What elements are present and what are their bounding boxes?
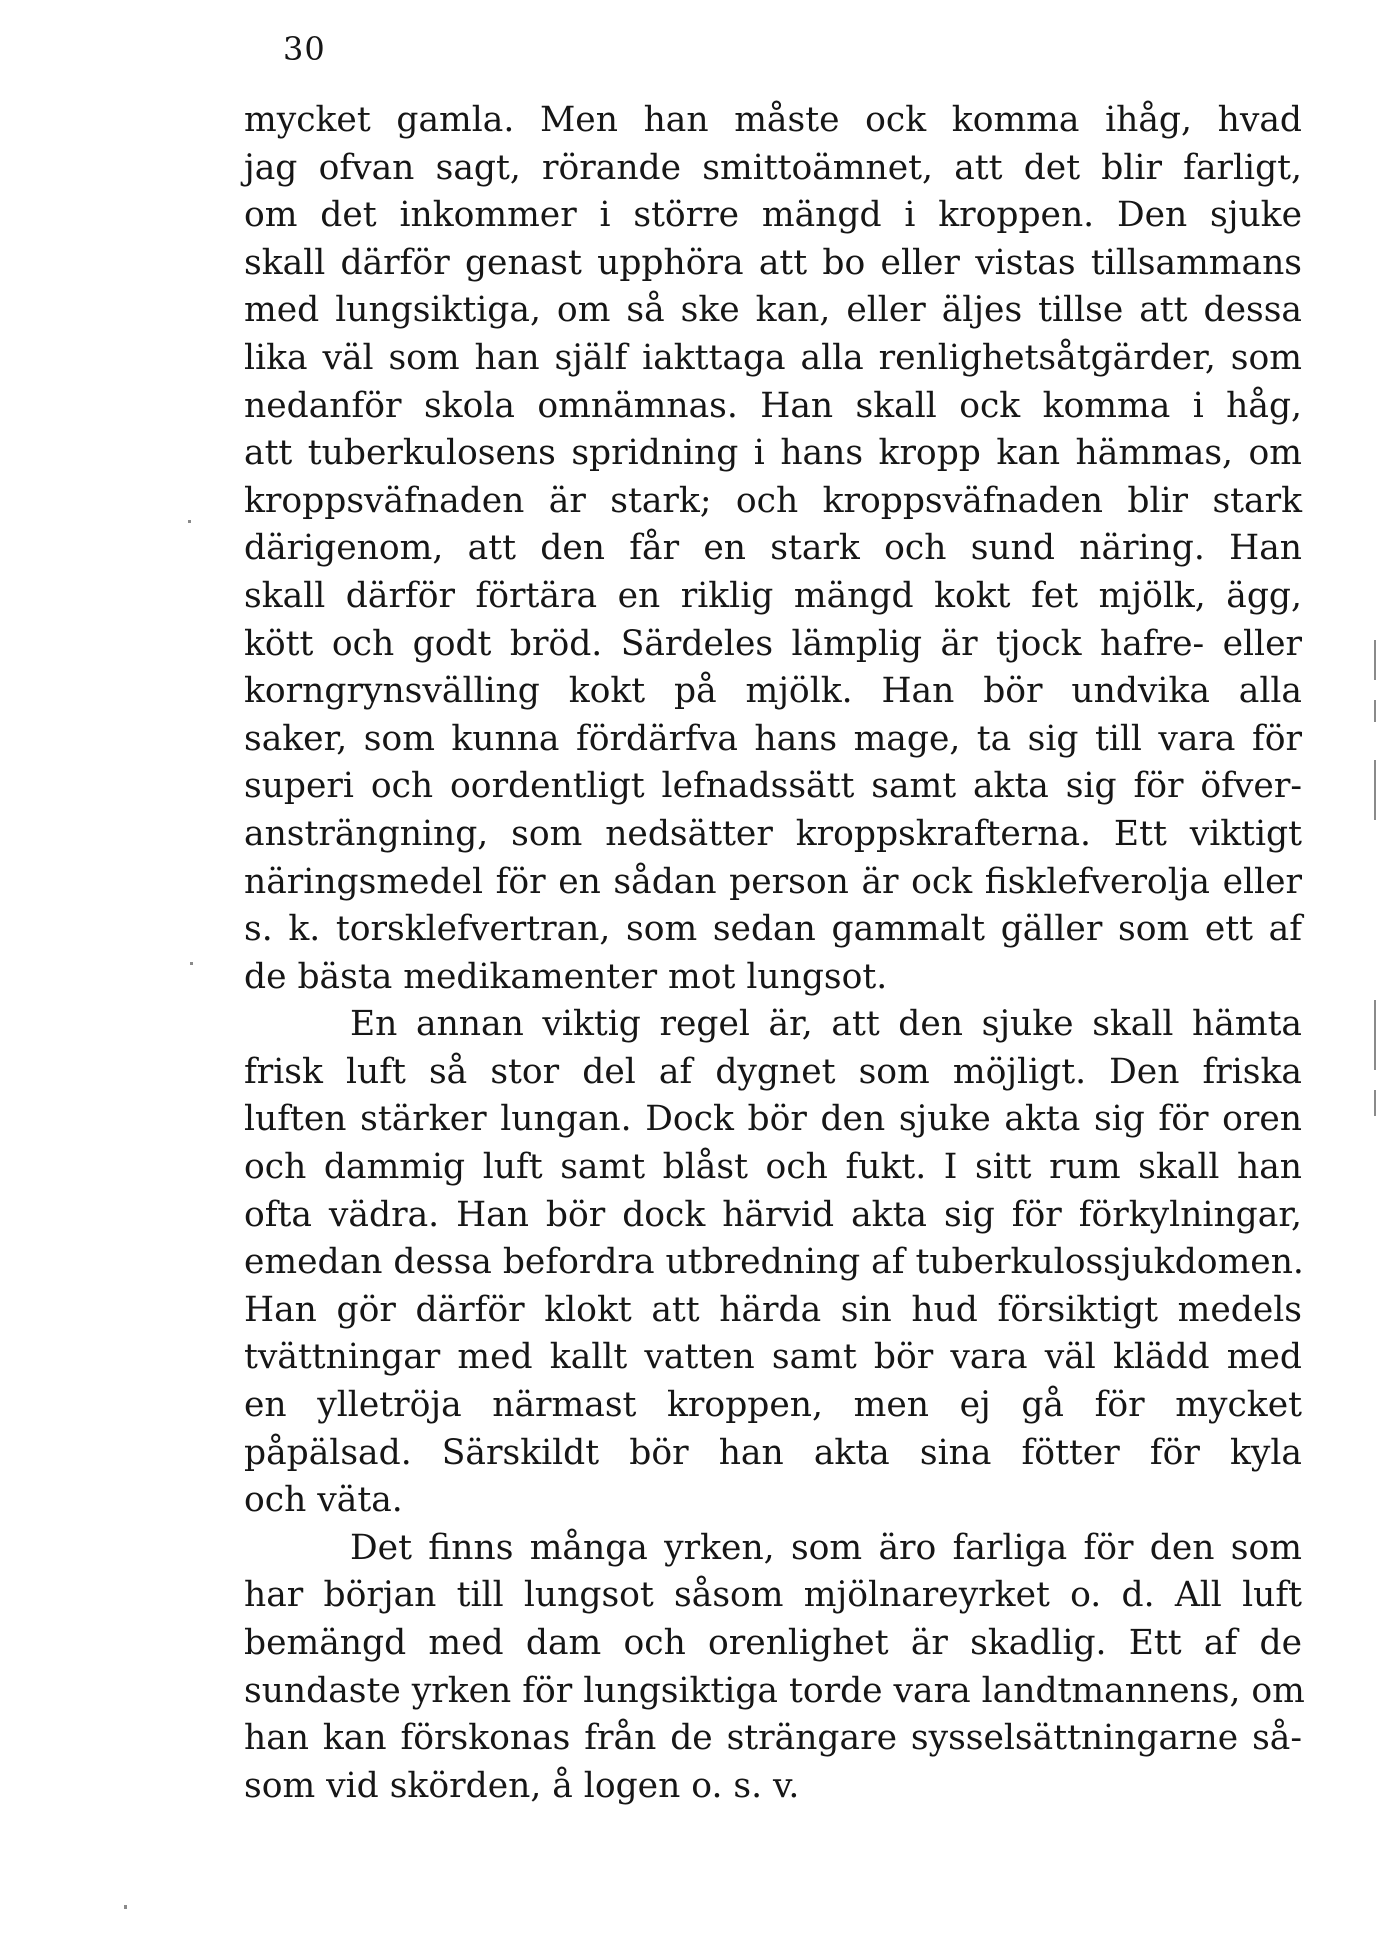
- text-line: lika väl som han själf iakttaga alla renlighetsåtgärder, som: [244, 337, 1302, 378]
- scan-mark: [190, 962, 193, 965]
- text-line: Det finns många yrken, som äro farliga för den som: [350, 1527, 1302, 1568]
- scan-mark: [124, 1905, 127, 1909]
- text-line: och väta.: [244, 1480, 403, 1521]
- text-line: superi och oordentligt lefnadssätt samt akta sig för öfver-: [244, 766, 1302, 807]
- text-line: nedanför skola omnämnas. Han skall ock komma i håg,: [244, 385, 1302, 426]
- text-line: skall därför förtära en riklig mängd kokt fet mjölk, ägg,: [244, 575, 1302, 616]
- scan-mark: [1374, 640, 1376, 680]
- text-line: ofta vädra. Han bör dock härvid akta sig för förkylningar,: [244, 1194, 1302, 1235]
- text-line: sundaste yrken för lungsiktiga torde vara landtmannens, om: [244, 1670, 1305, 1711]
- text-line: emedan dessa befordra utbredning af tuberkulossjukdomen.: [244, 1242, 1304, 1283]
- text-line: med lungsiktiga, om så ske kan, eller äljes tillse att dessa: [244, 290, 1302, 331]
- text-line: en ylletröja närmast kroppen, men ej gå för mycket: [244, 1385, 1302, 1426]
- text-line: att tuberkulosens spridning i hans kropp kan hämmas, om: [244, 433, 1302, 474]
- text-line: saker, som kunna fördärfva hans mage, ta sig till vara för: [244, 718, 1302, 759]
- text-line: skall därför genast upphöra att bo eller vistas tillsammans: [244, 242, 1302, 283]
- text-line: de bästa medikamenter mot lungsot.: [244, 956, 888, 997]
- text-line: Han gör därför klokt att härda sin hud försiktigt medels: [244, 1289, 1302, 1330]
- text-line: s. k. torsklefvertran, som sedan gammalt gäller som ett af: [244, 909, 1302, 950]
- text-line: En annan viktig regel är, att den sjuke skall hämta: [350, 1004, 1302, 1045]
- text-line: mycket gamla. Men han måste ock komma ihåg, hvad: [244, 100, 1302, 140]
- text-line: tvättningar med kallt vatten samt bör vara väl klädd med: [244, 1337, 1302, 1378]
- scan-mark: [1374, 760, 1376, 820]
- text-line: kött och godt bröd. Särdeles lämplig är tjock hafre- eller: [244, 623, 1302, 664]
- text-line: luften stärker lungan. Dock bör den sjuke akta sig för oren: [244, 1099, 1302, 1140]
- text-line: har början till lungsot såsom mjölnareyrket o. d. All luft: [244, 1575, 1302, 1616]
- text-line: därigenom, att den får en stark och sund näring. Han: [244, 528, 1302, 569]
- text-line: ansträngning, som nedsätter kroppskrafterna. Ett viktigt: [244, 813, 1302, 854]
- text-line: korngrynsvälling kokt på mjölk. Han bör undvika alla: [244, 671, 1302, 712]
- scan-mark: [1374, 1000, 1376, 1070]
- text-line: jag ofvan sagt, rörande smittoämnet, att det blir farligt,: [244, 147, 1302, 188]
- text-line: kroppsväfnaden är stark; och kroppsväfnaden blir stark: [244, 480, 1302, 521]
- text-line: som vid skörden, å logen o. s. v.: [244, 1765, 800, 1806]
- text-line: bemängd med dam och orenlighet är skadlig. Ett af de: [244, 1623, 1302, 1663]
- body-text: [244, 97, 1305, 1810]
- scan-mark: [1374, 700, 1376, 722]
- text-line: näringsmedel för en sådan person är ock fisklefverolja eller: [244, 861, 1302, 902]
- scan-mark: [188, 520, 191, 523]
- paragraph-2: [244, 1001, 1302, 1525]
- text-line: och dammig luft samt blåst och fukt. I sitt rum skall han: [244, 1147, 1302, 1188]
- paragraph-3: [244, 1525, 1305, 1811]
- text-line: om det inkommer i större mängd i kroppen. Den sjuke: [244, 195, 1302, 236]
- paragraph-1: [244, 97, 1302, 1001]
- scan-mark: [1374, 1090, 1376, 1116]
- page-number: 30: [283, 30, 326, 68]
- text-line: han kan förskonas från de strängare sysselsättningarne så-: [244, 1718, 1302, 1759]
- text-line: påpälsad. Särskildt bör han akta sina fötter för kyla: [244, 1432, 1302, 1473]
- text-line: frisk luft så stor del af dygnet som möjligt. Den friska: [244, 1051, 1302, 1092]
